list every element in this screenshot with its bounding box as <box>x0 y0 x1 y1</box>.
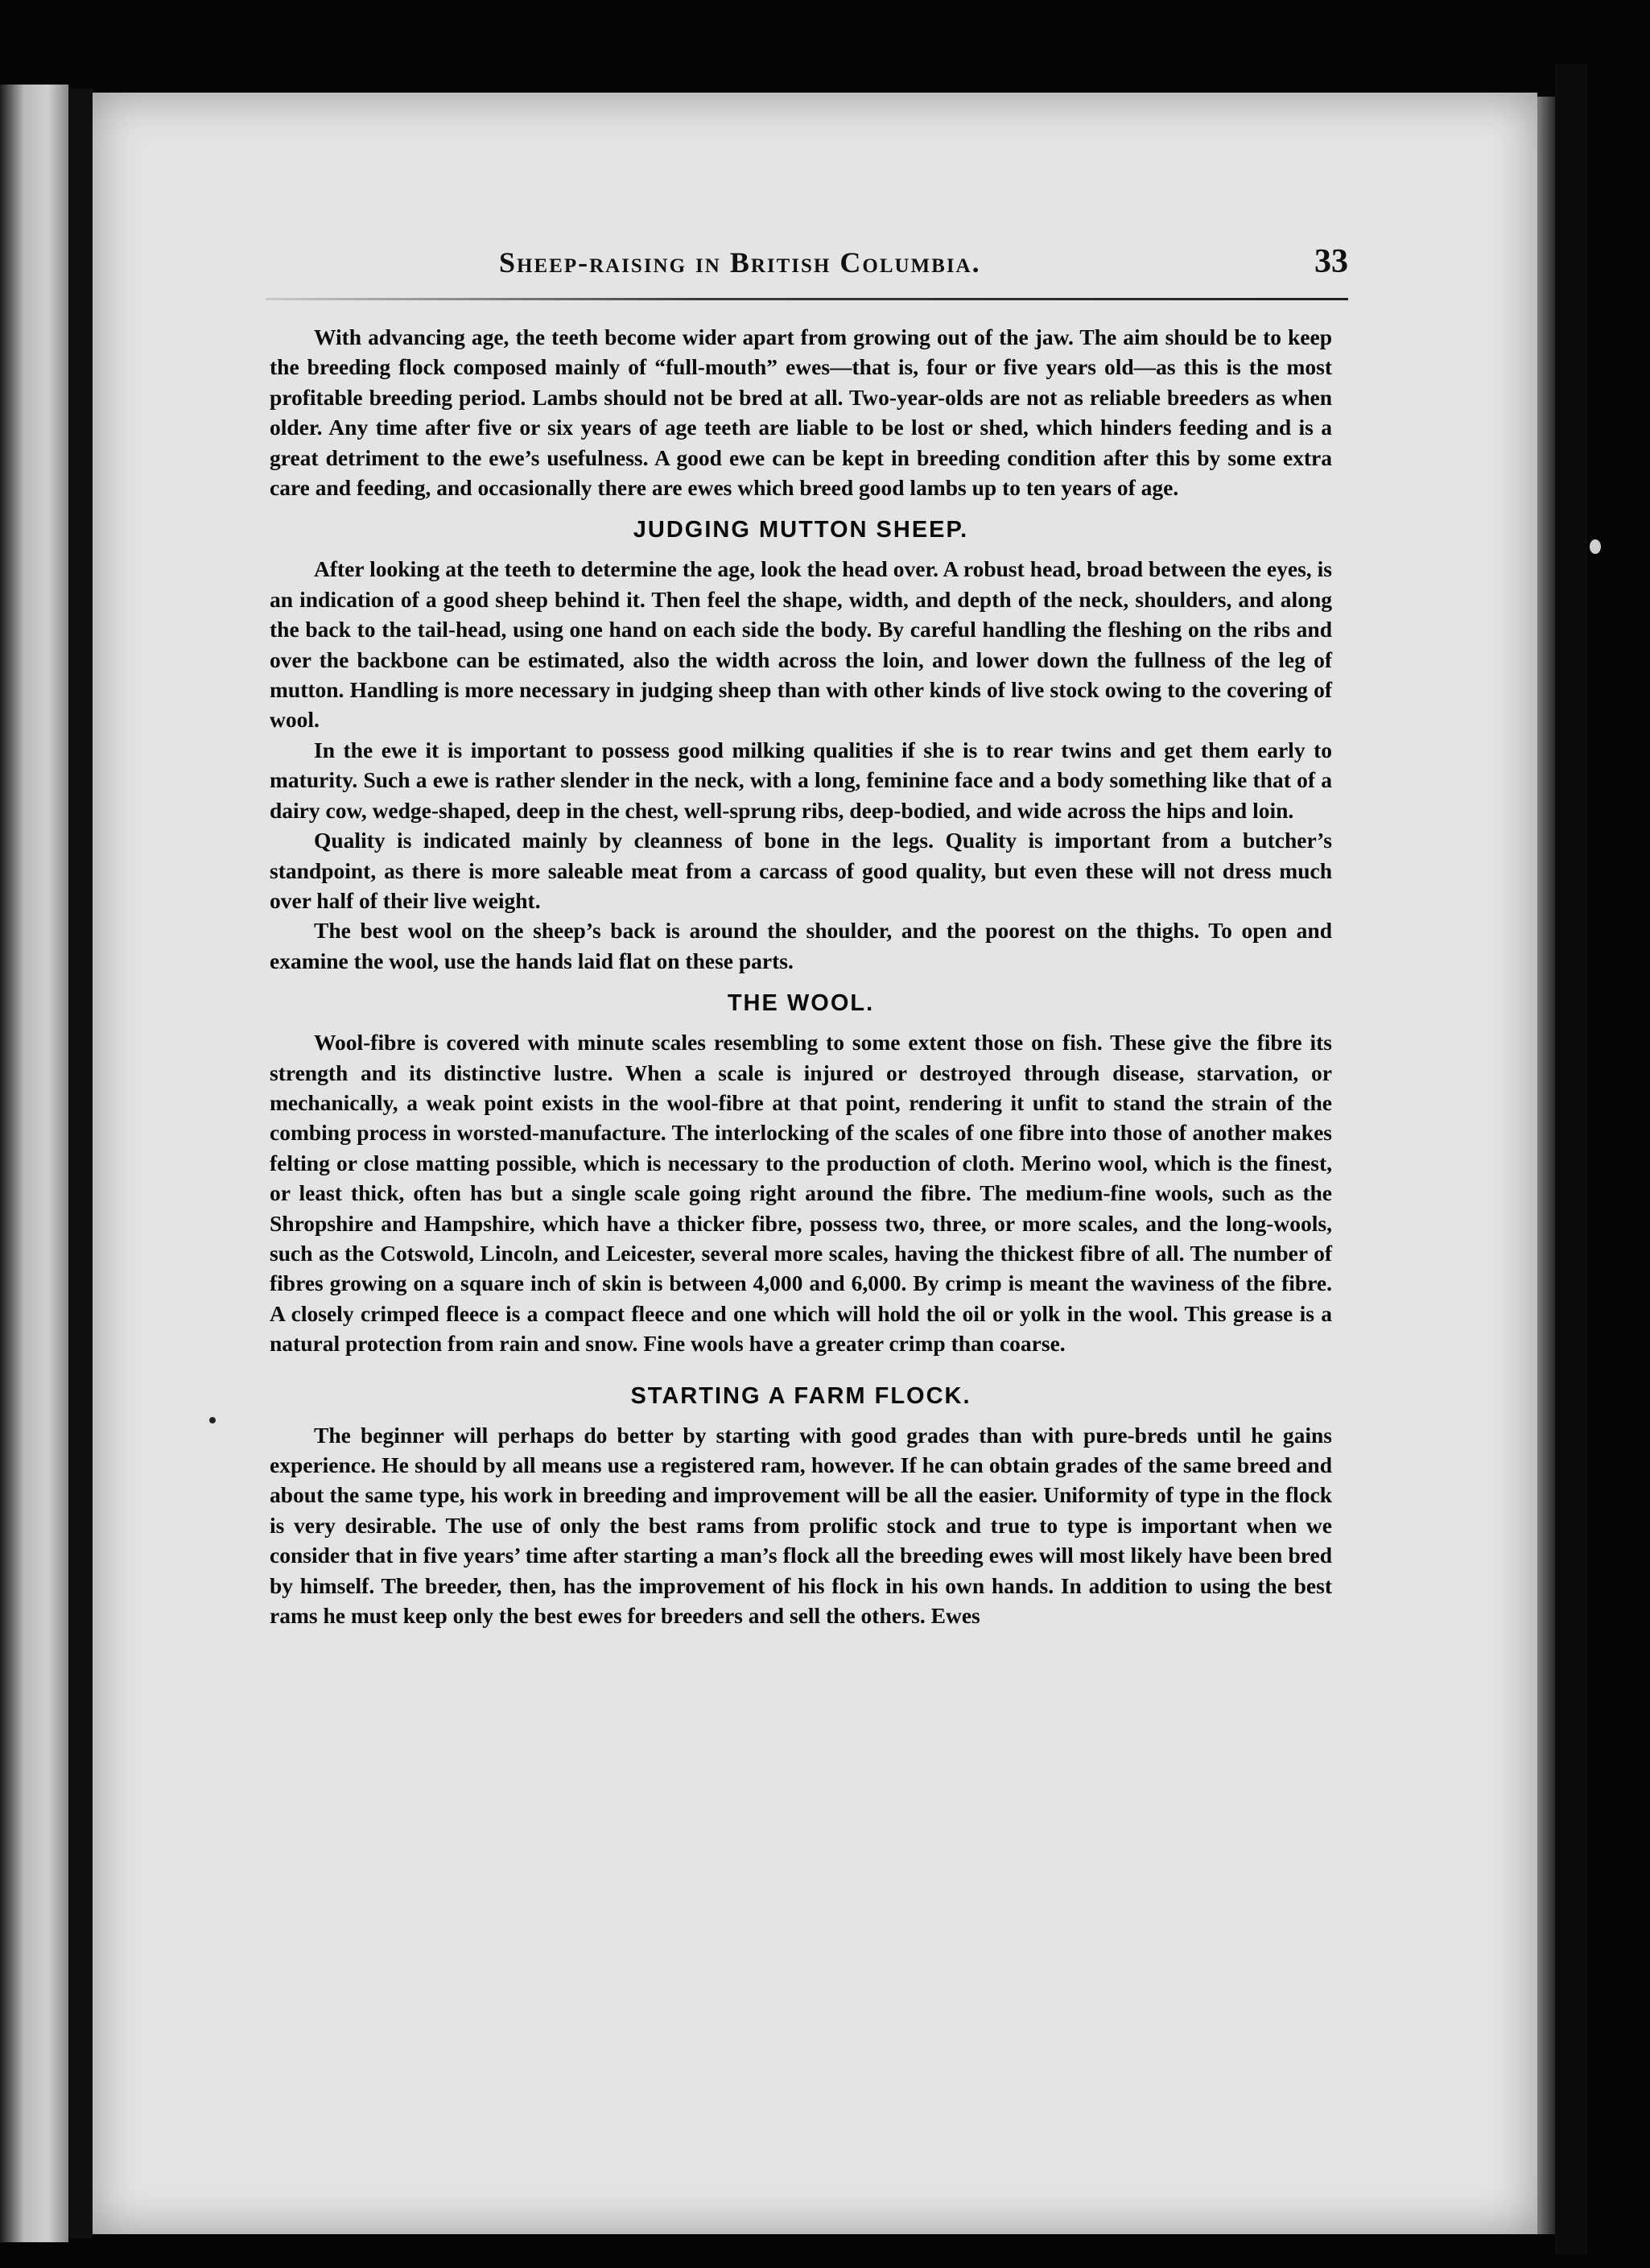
page-right-edge <box>1537 97 1555 2234</box>
page-number: 33 <box>1314 243 1348 280</box>
section-heading: THE WOOL. <box>727 990 875 1017</box>
scan-speck <box>1590 539 1601 554</box>
section-heading: STARTING A FARM FLOCK. <box>630 1382 971 1409</box>
paragraph: With advancing age, the teeth become wider apart from growing out of the jaw. The aim should be to keep the breeding flock composed mainly of “full-mouth” ewes—that is, four or five years old—as this is the most profitable breeding period. Lambs should not be bred at all. Two-year-olds are not as reliable breeders as when older. Any time after five or six years of age teeth are liable to be lost or shed, which hinders feeding and is a great detriment to the ewe’s usefulness. A good ewe can be kept in breeding condition after this by some extra care and feeding, and occasionally there are ewes which breed good lambs up to ten years of age. <box>270 324 1332 501</box>
section-the-wool <box>270 989 1332 1358</box>
right-frame-edge <box>1555 64 1587 2254</box>
section-starting-a-farm-flock <box>270 1382 1332 1631</box>
section-heading: JUDGING MUTTON SHEEP. <box>633 517 969 543</box>
paragraph: Wool-fibre is covered with minute scales resembling to some extent those on fish. These give the fibre its strength and its distinctive lustre. When a scale is injured or destroyed through disease, starvation, or mechanically, a weak point exists in the wool-fibre at that point, rendering it unfit to stand the strain of the combing process in worsted-manufacture. The interlocking of the scales of one fibre into those of another makes felting or close matting possible, which is necessary to the production of cloth. Merino wool, which is the finest, or least thick, often has but a single scale going right around the fibre. The medium-fine wools, such as the Shropshire and Hampshire, which have a thicker fibre, possess two, three, or more scales, and the long-wools, such as the Cotswold, Lincoln, and Leicester, several more scales, having the thickest fibre of all. The number of fibres growing on a square inch of skin is between 4,000 and 6,000. By crimp is meant the waviness of the fibre. A closely crimped fleece is a compact fleece and one which will hold the oil or yolk in the wool. This grease is a natural protection from rain and snow. Fine wools have a greater crimp than coarse. <box>270 1030 1332 1357</box>
section-intro <box>270 322 1332 502</box>
section-judging-mutton-sheep <box>270 515 1332 976</box>
running-head <box>266 243 1348 294</box>
binding-shadow <box>68 89 93 2238</box>
paragraph: The best wool on the sheep’s back is around the shoulder, and the poorest on the thighs. To open and examine the wool, use the hands laid flat on these parts. <box>270 918 1332 973</box>
header-rule <box>266 298 1348 300</box>
scan-speck <box>209 1417 216 1423</box>
previous-page-edge <box>0 85 68 2242</box>
paragraph: Quality is indicated mainly by cleanness of bone in the legs. Quality is important from a butcher’s standpoint, as there is more saleable meat from a carcass of good quality, but even these will not dress much over half of their live weight. <box>270 828 1332 913</box>
page-body <box>270 322 1332 1630</box>
paragraph: In the ewe it is important to possess good milking qualities if she is to rear twins and get them early to maturity. Such a ewe is rather slender in the neck, with a long, feminine face and a body something like that of a dairy cow, wedge-shaped, deep in the chest, well-sprung ribs, deep-bodied, and wide across the hips and loin. <box>270 737 1332 823</box>
running-head-title: Sheep-raising in British Columbia. <box>499 246 981 279</box>
paragraph: After looking at the teeth to determine the age, look the head over. A robust head, broad between the eyes, is an indication of a good sheep behind it. Then feel the shape, width, and depth of the neck, shoulders, and along the back to the tail-head, using one hand on each side the body. By careful handling the fleshing on the ribs and over the backbone can be estimated, also the width across the loin, and lower down the fullness of the leg of mutton. Handling is more necessary in judging sheep than with other kinds of live stock owing to the covering of wool. <box>270 556 1332 733</box>
paragraph: The beginner will perhaps do better by starting with good grades than with pure-breds until he gains experience. He should by all means use a registered ram, however. If he can obtain grades of the same breed and about the same type, his work in breeding and improvement will be all the easier. Uniformity of type in the flock is very desirable. The use of only the best rams from prolific stock and true to type is important when we consider that in five years’ time after starting a man’s flock all the breeding ewes will most likely have been bred by himself. The breeder, then, has the improvement of his flock in his own hands. In addition to using the best rams he must keep only the best ewes for breeders and sell the others. Ewes <box>270 1422 1332 1629</box>
